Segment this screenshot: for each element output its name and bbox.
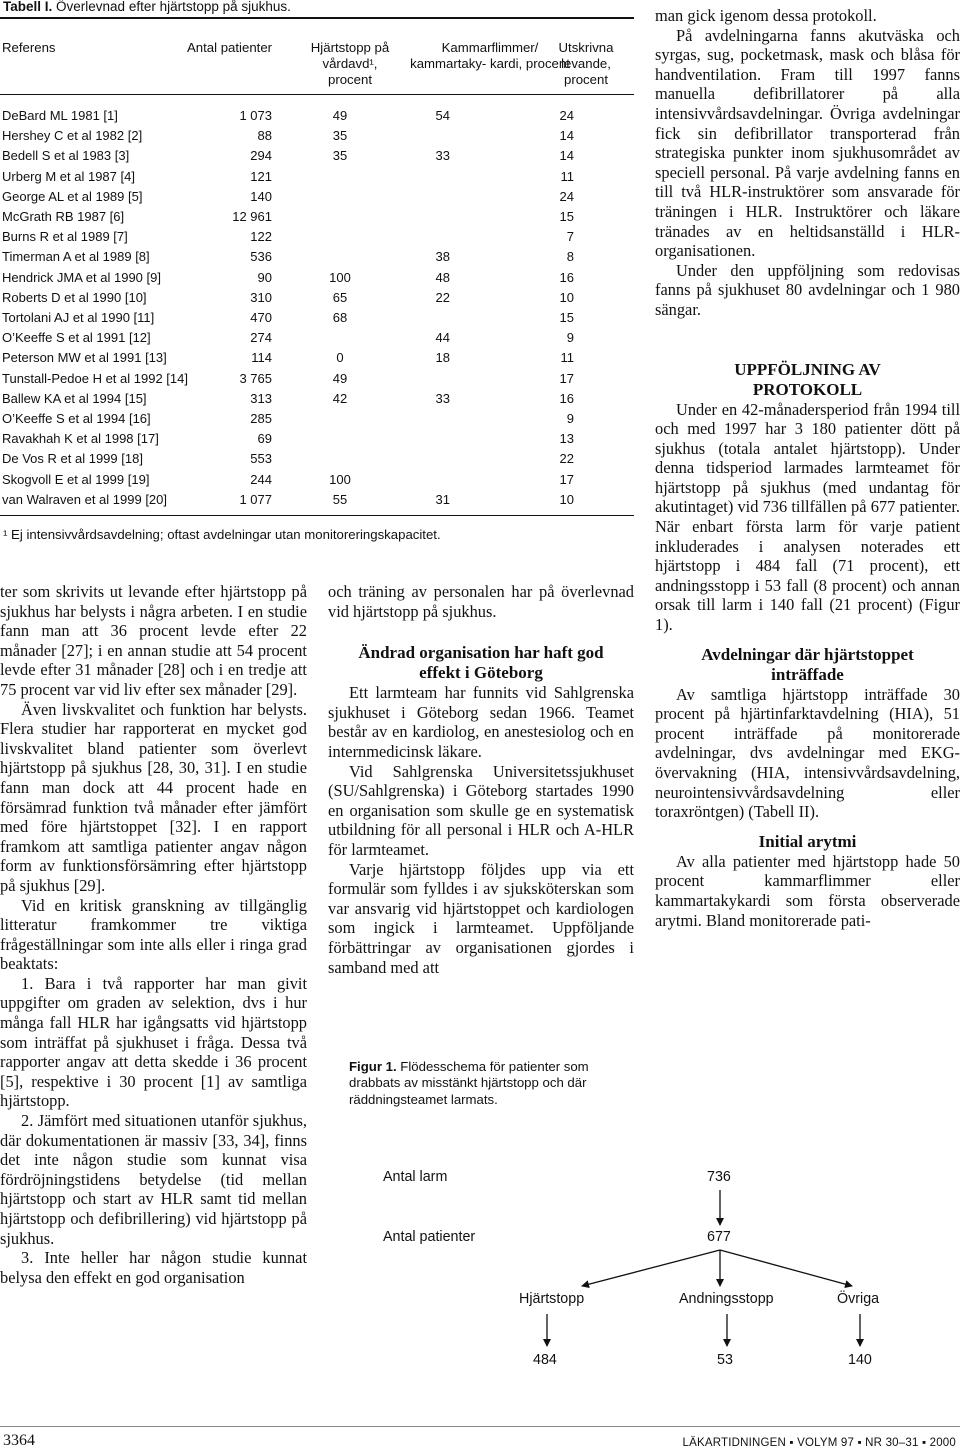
cell-patients: 274 — [250, 330, 272, 346]
cell-reference: DeBard ML 1981 [1] — [2, 108, 118, 123]
cell-patients: 310 — [250, 289, 272, 305]
table-row — [0, 288, 634, 308]
table-row — [0, 449, 634, 469]
arrow-to-other — [720, 1250, 852, 1286]
table-row — [0, 470, 634, 490]
paragraph: Under en 42-månadersperiod från 1994 till och med 1997 har 3 180 patienter dött på sjukhus (totala antalet hjärtstopp). Under denna tidsperiod larmades larmteamet för hjärtstopp på sjukhus (med undantag för akutintaget) vid 736 tillfällen på 677 patienter. När enbart första larm för varje patient inkluderades i analysen noterades ett hjärtstopp i 484 fall (71 procent), ett andningsstopp i 53 fall (8 procent) och annan orsak till larm i 140 fall (21 procent) (Figur 1). — [655, 399, 960, 635]
cell-reference: Urberg M et al 1987 [4] — [2, 168, 135, 184]
table-row — [0, 146, 634, 166]
table-row — [0, 227, 634, 247]
cell-vf-vt: 33 — [435, 148, 450, 164]
section-heading: Avdelningar där hjärtstoppet inträffade — [701, 644, 914, 684]
cell-discharged-alive: 14 — [559, 128, 574, 144]
paragraph: Även livskvalitet och funktion har belysts. Flera studier har rapporterat en mycket god livskvalitet bland patienter som överlevt hjärtstopp på sjukhus [28, 30, 31]. I en studie fann man dock att 44 procent hade en försämrad funktion två månader efter jämfört med före hjärtstoppet [32]. I en rapport framkom att samtliga patienter angav någon form av funktionsförsämring efter hjärtstopp på sjukhus [29]. — [0, 699, 307, 895]
cell-patients: 88 — [257, 128, 272, 144]
cell-patients: 553 — [250, 451, 272, 467]
table-bottom-rule — [0, 515, 634, 516]
flow-alarms-value: 736 — [707, 1169, 731, 1185]
cell-vf-vt: 54 — [435, 108, 450, 123]
cell-discharged-alive: 8 — [566, 249, 574, 265]
cell-reference: Skogvoll E et al 1999 [19] — [2, 471, 150, 487]
cell-reference: Roberts D et al 1990 [10] — [2, 289, 147, 305]
cell-vf-vt: 18 — [435, 350, 450, 366]
cell-vf-vt: 44 — [435, 330, 450, 346]
cell-ward-arrest: 35 — [332, 148, 348, 164]
figure-label: Figur 1. — [349, 1059, 397, 1074]
cell-patients: 244 — [250, 471, 272, 487]
cell-discharged-alive: 7 — [566, 229, 574, 245]
header-patients: Antal patienter — [187, 40, 273, 55]
cell-discharged-alive: 11 — [560, 168, 574, 184]
table-row — [0, 106, 634, 126]
cell-discharged-alive: 10 — [559, 289, 574, 305]
table-row — [0, 187, 634, 207]
paragraph: På avdelningarna fanns akutväska och syrgas, sug, pocketmask, mask och blåsa för handventilation. Fram till 1997 fanns manuella defibrillatorer på alla intensivvårdsavdelningar. Övriga avdelningar fick sin defibrillator transporterad från strategiska punkter inom sjukhusområdet av speciell personal. På varje avdelning fanns en till två HLR-instruktörer som ansvarade för träningen i HLR. Instruktörer och läkare tränades av en heltidsanställd i HLR-organisationen. — [655, 25, 960, 261]
cell-reference: George AL et al 1989 [5] — [2, 188, 143, 204]
cell-reference: Tunstall-Pedoe H et al 1992 [14] — [2, 370, 188, 386]
table-caption: Överlevnad efter hjärtstopp på sjukhus. — [56, 0, 291, 14]
flow-patients-value: 677 — [707, 1229, 731, 1245]
cell-ward-arrest: 49 — [332, 108, 348, 123]
cell-discharged-alive: 10 — [559, 491, 574, 507]
paragraph: Varje hjärtstopp följdes upp via ett formulär som fylldes i av sjuksköterskan som var ansvarig vid hjärtstoppet och kardiologen som ingick i larmteamet. Uppföljande förbättringar av organisationen gjordes i samband med att — [328, 859, 634, 977]
cell-discharged-alive: 16 — [559, 390, 574, 406]
cell-ward-arrest: 100 — [329, 471, 351, 487]
section-heading: Initial arytmi — [758, 831, 857, 851]
cell-vf-vt: 33 — [435, 390, 450, 406]
cell-reference: Hendrick JMA et al 1990 [9] — [2, 269, 161, 285]
running-head: LÄKARTIDNINGEN ▪ VOLYM 97 ▪ NR 30–31 ▪ 2000 — [682, 1437, 956, 1449]
flow-respiratory-arrest-value: 53 — [717, 1352, 733, 1368]
cell-reference: Ballew KA et al 1994 [15] — [2, 390, 147, 406]
cell-reference: O’Keeffe S et al 1994 [16] — [2, 411, 151, 426]
cell-vf-vt: 48 — [435, 269, 450, 285]
list-item: 3. Inte heller har någon studie kunnat belysa den effekt en god organisation — [0, 1248, 307, 1287]
cell-reference: McGrath RB 1987 [6] — [2, 209, 125, 224]
header-vf-vt: Kammarflimmer/ kammartaky- kardi, procent — [410, 40, 570, 71]
cell-discharged-alive: 13 — [559, 431, 574, 447]
page-number: 3364 — [3, 1432, 35, 1449]
cell-vf-vt: 31 — [435, 491, 450, 507]
cell-patients: 1 073 — [239, 108, 272, 123]
cell-patients: 121 — [250, 168, 272, 184]
cell-discharged-alive: 14 — [559, 148, 574, 164]
cell-ward-arrest: 42 — [332, 390, 348, 406]
figure-caption-text: Flödesschema för patienter som drabbats av misstänkt hjärtstopp och där räddningsteamet larmats. — [349, 1059, 589, 1107]
table-row — [0, 207, 634, 227]
paragraph: ter som skrivits ut levande efter hjärtstopp på sjukhus har belysts i några arbeten. I en studie fann man att 36 procent levde efter 22 månader [27]; i en annan studie att 54 procent levde efter 31 månader [28] och i en tredje att 75 procent var vid liv efter sex månader [29]. — [0, 582, 307, 699]
cell-discharged-alive: 17 — [559, 471, 574, 487]
cell-reference: Tortolani AJ et al 1990 [11] — [2, 310, 155, 325]
cell-discharged-alive: 16 — [559, 269, 574, 285]
flow-patients-label: Antal patienter — [383, 1229, 476, 1245]
cell-reference: O’Keeffe S et al 1991 [12] — [2, 330, 151, 346]
paragraph: man gick igenom dessa protokoll. — [655, 6, 877, 25]
cell-patients: 313 — [250, 390, 272, 406]
list-item: 2. Jämfört med situationen utanför sjukhus, där dokumentationen är massiv [33, 34], finns det inte någon studie som kunnat visa fördröjningstidens betydelse (tid mellan hjärtstopp och start av HLR samt tid mellan hjärtstopp och defibrillering) vid hjärtstopp på sjukhus. — [0, 1111, 307, 1248]
paragraph: Ett larmteam har funnits vid Sahlgrenska sjukhuset i Göteborg sedan 1966. Teamet består av en kardiolog, en anestesiolog och en internmedicinsk läkare. — [328, 683, 634, 761]
cell-reference: Peterson MW et al 1991 [13] — [2, 350, 167, 366]
table-row — [0, 389, 634, 409]
table-row — [0, 429, 634, 449]
cell-patients: 285 — [250, 411, 272, 426]
table-row — [0, 328, 634, 348]
table-header-rule — [0, 94, 634, 95]
header-discharged-alive: Utskrivna levande, procent — [558, 40, 614, 87]
cell-discharged-alive: 11 — [560, 350, 574, 366]
table-top-rule — [0, 17, 634, 19]
cell-patients: 114 — [251, 350, 272, 366]
cell-reference: Bedell S et al 1983 [3] — [2, 148, 130, 164]
table-row — [0, 348, 634, 368]
flow-alarms-label: Antal larm — [383, 1169, 448, 1185]
paragraph: Av samtliga hjärtstopp inträffade 30 procent på hjärtinfarktavdelning (HIA), 51 procent inträffade på monitorerade avdelningar, dvs avdelningar med EKG-övervakning (HIA, intensivvårdsavdelning, neurointensivvårdsavdelning eller toraxröntgen) (Tabell II). — [655, 684, 960, 822]
header-reference: Referens — [2, 40, 56, 55]
cell-patients: 3 765 — [239, 370, 272, 386]
cell-ward-arrest: 49 — [332, 370, 348, 386]
cell-reference: Timerman A et al 1989 [8] — [2, 249, 150, 265]
flow-respiratory-arrest-label: Andningsstopp — [679, 1291, 774, 1307]
cell-reference: De Vos R et al 1999 [18] — [2, 451, 143, 467]
arrow-to-cardiac-arrest — [582, 1250, 720, 1286]
paragraph: Under den uppföljning som redovisas fanns på sjukhuset 80 avdelningar och 1 980 sängar. — [655, 260, 960, 319]
flow-other-label: Övriga — [837, 1291, 880, 1307]
cell-ward-arrest: 100 — [329, 269, 351, 285]
paragraph: Vid en kritisk granskning av tillgänglig litteratur framkommer tre viktiga frågeställningar som inte alls eller i ringa grad beaktats: — [0, 895, 307, 974]
table-row — [0, 167, 634, 187]
cell-patients: 12 961 — [232, 209, 272, 224]
cell-patients: 1 077 — [239, 491, 272, 507]
cell-patients: 69 — [257, 431, 272, 447]
cell-vf-vt: 22 — [435, 289, 450, 305]
table-footnote: ¹ Ej intensivvårdsavdelning; oftast avdelningar utan monitoreringskapacitet. — [3, 527, 441, 542]
list-item: 1. Bara i två rapporter har man givit uppgifter om graden av selektion, dvs i hur många fall HLR har igångsatts vid hjärtstopp som inträffat på sjukhuset i fråga. Dessa två rapporter angav att detta skedde i 36 procent [5], respektive i 30 procent [1] av samtliga hjärtstopp. — [0, 973, 307, 1111]
paragraph: Vid Sahlgrenska Universitetssjukhuset (SU/Sahlgrenska) i Göteborg startades 1990 en organisation som skulle ge en systematisk utbildning för all personal i HLR och A-HLR för larmteamet. — [328, 761, 634, 859]
cell-patients: 536 — [250, 249, 272, 265]
cell-patients: 90 — [257, 269, 272, 285]
body-column-right — [655, 6, 960, 930]
table-row — [0, 247, 634, 267]
cell-reference: Burns R et al 1989 [7] — [2, 229, 128, 245]
cell-ward-arrest: 0 — [336, 350, 344, 366]
section-heading: UPPFÖLJNING AV PROTOKOLL — [734, 359, 881, 399]
table-row — [0, 126, 634, 146]
header-ward-arrest: Hjärtstopp på vårdavd¹, procent — [310, 40, 390, 87]
cell-discharged-alive: 15 — [559, 209, 574, 224]
cell-patients: 294 — [250, 148, 272, 164]
cell-patients: 470 — [250, 310, 272, 325]
cell-discharged-alive: 17 — [559, 370, 574, 386]
table-row — [0, 268, 634, 288]
flow-cardiac-arrest-value: 484 — [533, 1352, 557, 1368]
body-column-middle — [328, 582, 634, 977]
cell-reference: Ravakhah K et al 1998 [17] — [2, 431, 159, 447]
cell-ward-arrest: 35 — [332, 128, 348, 144]
table-row — [0, 369, 634, 389]
flow-cardiac-arrest-label: Hjärtstopp — [519, 1291, 585, 1307]
table-row — [0, 409, 634, 429]
footer-rule — [0, 1426, 960, 1427]
cell-reference: van Walraven et al 1999 [20] — [2, 491, 168, 507]
cell-patients: 122 — [250, 229, 272, 245]
cell-vf-vt: 38 — [435, 249, 450, 265]
cell-discharged-alive: 22 — [559, 451, 574, 467]
cell-discharged-alive: 15 — [559, 310, 574, 325]
cell-ward-arrest: 65 — [332, 289, 348, 305]
cell-discharged-alive: 24 — [559, 108, 574, 123]
cell-ward-arrest: 68 — [332, 310, 348, 325]
table-title — [3, 0, 291, 15]
cell-reference: Hershey C et al 1982 [2] — [2, 128, 143, 144]
flow-other-value: 140 — [848, 1352, 872, 1368]
table-row — [0, 490, 634, 510]
cell-discharged-alive: 9 — [566, 330, 574, 346]
body-column-left — [0, 582, 307, 1287]
section-heading: Ändrad organisation har haft god effekt i Göteborg — [358, 643, 604, 683]
table-label: Tabell I. — [3, 0, 53, 14]
cell-discharged-alive: 9 — [566, 411, 574, 426]
figure-caption — [349, 1059, 634, 1108]
cell-discharged-alive: 24 — [559, 188, 574, 204]
cell-patients: 140 — [250, 188, 272, 204]
table-row — [0, 308, 634, 328]
paragraph: och träning av personalen har på överlevnad vid hjärtstopp på sjukhus. — [328, 582, 634, 621]
cell-ward-arrest: 55 — [332, 491, 348, 507]
paragraph: Av alla patienter med hjärtstopp hade 50 procent kammarflimmer eller kammartakykardi som första observerade arytmi. Bland monitorerade pati- — [655, 851, 960, 930]
